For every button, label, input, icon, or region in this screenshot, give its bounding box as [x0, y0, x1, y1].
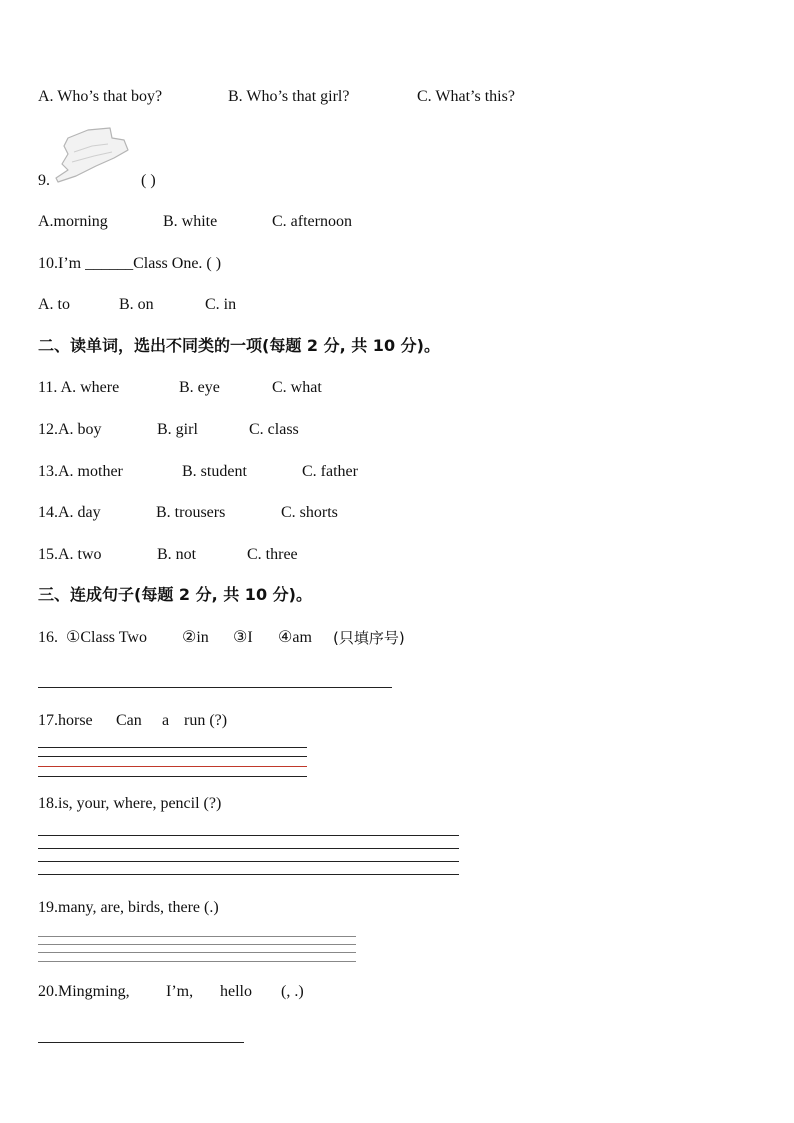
- q18-line-1: [38, 835, 459, 836]
- section-3-heading: 三、连成句子(每题 2 分, 共 10 分)。: [38, 585, 312, 604]
- q12-option-a[interactable]: 12.A. boy: [38, 421, 102, 438]
- q11-option-c[interactable]: C. what: [272, 379, 322, 396]
- q16-number: 16.: [38, 629, 58, 646]
- q9-option-a[interactable]: A.morning: [38, 213, 108, 230]
- q16-word-2: ②in: [182, 629, 209, 646]
- q17-word-1: 17.horse: [38, 712, 93, 729]
- q10-option-b[interactable]: B. on: [119, 296, 154, 313]
- q16-word-3: ③I: [233, 629, 253, 646]
- q14-option-b[interactable]: B. trousers: [156, 504, 226, 521]
- q17-line-2: [38, 756, 307, 757]
- q14-option-a[interactable]: 14.A. day: [38, 504, 101, 521]
- q16-note: (只填序号): [333, 629, 405, 647]
- q8-option-c[interactable]: C. What’s this?: [417, 88, 515, 105]
- q15-option-c[interactable]: C. three: [247, 546, 298, 563]
- q17-word-2: Can: [116, 712, 142, 729]
- q11-option-a[interactable]: 11. A. where: [38, 379, 120, 396]
- hand-drawn-sketch-icon: [52, 124, 132, 186]
- q11-option-b[interactable]: B. eye: [179, 379, 220, 396]
- q9-option-c[interactable]: C. afternoon: [272, 213, 352, 230]
- q13-option-c[interactable]: C. father: [302, 463, 358, 480]
- q20-word-1: 20.Mingming,: [38, 983, 130, 1000]
- q10-option-c[interactable]: C. in: [205, 296, 237, 313]
- q12-option-b[interactable]: B. girl: [157, 421, 198, 438]
- q20-word-3: hello: [220, 983, 252, 1000]
- q18-line-2: [38, 848, 459, 849]
- q10-stem: 10.I’m ______Class One. ( ): [38, 255, 222, 272]
- q20-word-2: I’m,: [166, 983, 194, 1000]
- q9-answer-paren[interactable]: ( ): [141, 172, 156, 189]
- q15-option-a[interactable]: 15.A. two: [38, 546, 102, 563]
- q20-answer-line[interactable]: [38, 1042, 244, 1043]
- q8-option-a[interactable]: A. Who’s that boy?: [38, 88, 163, 105]
- q19-row: 19.many, are, birds, there (.): [38, 899, 219, 916]
- q18-line-4: [38, 874, 459, 875]
- q17-word-3: a: [162, 712, 170, 729]
- section-2-heading: 二、读单词，选出不同类的一项(每题 2 分, 共 10 分)。: [38, 336, 440, 355]
- q17-line-1: [38, 747, 307, 748]
- q15-option-b[interactable]: B. not: [157, 546, 197, 563]
- q17-line-4: [38, 776, 307, 777]
- q18-row: 18.is, your, where, pencil (?): [38, 795, 222, 812]
- q13-option-b[interactable]: B. student: [182, 463, 247, 480]
- q12-option-c[interactable]: C. class: [249, 421, 299, 438]
- q19-line-3: [38, 952, 356, 953]
- q14-option-c[interactable]: C. shorts: [281, 504, 338, 521]
- q18-line-3: [38, 861, 459, 862]
- q20-word-4: (, .): [281, 983, 304, 1000]
- q16-word-1: ①Class Two: [66, 629, 147, 646]
- q8-option-b[interactable]: B. Who’s that girl?: [228, 88, 350, 105]
- q9-number: 9.: [38, 172, 50, 189]
- q9-option-b[interactable]: B. white: [163, 213, 218, 230]
- q19-line-2: [38, 944, 356, 945]
- q19-line-1: [38, 936, 356, 937]
- q13-option-a[interactable]: 13.A. mother: [38, 463, 123, 480]
- q16-answer-line[interactable]: [38, 687, 392, 688]
- q16-word-4: ④am: [278, 629, 312, 646]
- q17-line-3: [38, 766, 307, 767]
- q17-word-4: run (?): [184, 712, 228, 729]
- q10-option-a[interactable]: A. to: [38, 296, 70, 313]
- q19-line-4: [38, 961, 356, 962]
